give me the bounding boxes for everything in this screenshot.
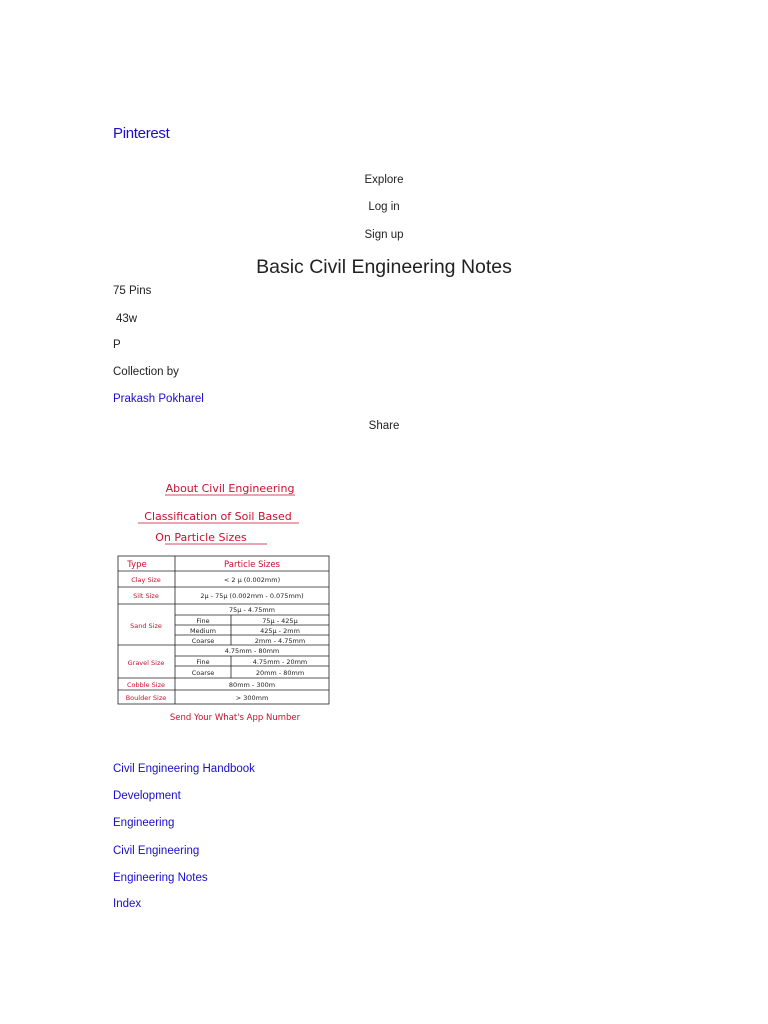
signup-link[interactable]: Sign up <box>364 229 404 241</box>
board-age: 43w <box>116 313 138 325</box>
sand-medium-label: Medium <box>190 627 216 635</box>
login-link[interactable]: Log in <box>368 201 400 213</box>
gravel-coarse-label: Coarse <box>191 669 215 677</box>
range-gravel: 4.75mm - 80mm <box>224 647 280 655</box>
range-sand: 75µ - 4.75mm <box>228 606 276 614</box>
board-title: Basic Civil Engineering Notes <box>256 256 512 278</box>
pin-heading-1: About Civil Engineering <box>165 482 295 495</box>
gravel-fine-label: Fine <box>196 658 210 666</box>
col-sizes-header: Particle Sizes <box>224 560 280 570</box>
tag-link-civil-engineering-handbook[interactable]: Civil Engineering Handbook <box>113 763 255 775</box>
collection-by-label: Collection by <box>113 366 179 378</box>
pin-count: 75 Pins <box>113 285 152 297</box>
sand-medium-size: 425µ - 2mm <box>260 627 300 635</box>
pin-footer-text: Send Your What's App Number <box>169 713 301 723</box>
tag-link-engineering-notes[interactable]: Engineering Notes <box>113 872 208 884</box>
sand-coarse-label: Coarse <box>191 637 215 645</box>
share-button[interactable]: Share <box>368 420 400 432</box>
type-clay: Clay Size <box>131 576 161 584</box>
sand-coarse-size: 2mm - 4.75mm <box>254 637 306 645</box>
size-cobble: 80mm - 300m <box>228 681 276 689</box>
avatar[interactable]: P <box>113 339 121 351</box>
tag-link-development[interactable]: Development <box>113 790 181 802</box>
type-sand: Sand Size <box>130 622 162 630</box>
pin-heading-2: Classification of Soil Based <box>144 510 292 523</box>
explore-link[interactable]: Explore <box>364 174 404 186</box>
owner-profile-link[interactable]: Prakash Pokharel <box>113 393 204 405</box>
type-boulder: Boulder Size <box>125 694 167 702</box>
pin-image[interactable] <box>113 470 335 730</box>
type-cobble: Cobble Size <box>127 681 165 689</box>
gravel-coarse-size: 20mm - 80mm <box>255 669 305 677</box>
sand-fine-size: 75µ - 425µ <box>262 617 298 625</box>
col-type-header: Type <box>127 560 147 570</box>
type-silt: Silt Size <box>133 592 159 600</box>
size-boulder: > 300mm <box>235 694 269 702</box>
tag-link-civil-engineering[interactable]: Civil Engineering <box>113 845 200 857</box>
pin-heading-3: On Particle Sizes <box>155 531 247 544</box>
gravel-fine-size: 4.75mm - 20mm <box>252 658 308 666</box>
size-silt: 2µ - 75µ (0.002mm - 0.075mm) <box>200 592 304 600</box>
type-gravel: Gravel Size <box>127 659 165 667</box>
tag-link-index[interactable]: Index <box>113 898 142 910</box>
sand-fine-label: Fine <box>196 617 210 625</box>
size-clay: < 2 µ (0.002mm) <box>223 576 281 584</box>
tag-link-engineering[interactable]: Engineering <box>113 817 175 829</box>
pin-image-graphic <box>113 470 335 730</box>
pinterest-logo-link[interactable]: Pinterest <box>113 125 170 142</box>
